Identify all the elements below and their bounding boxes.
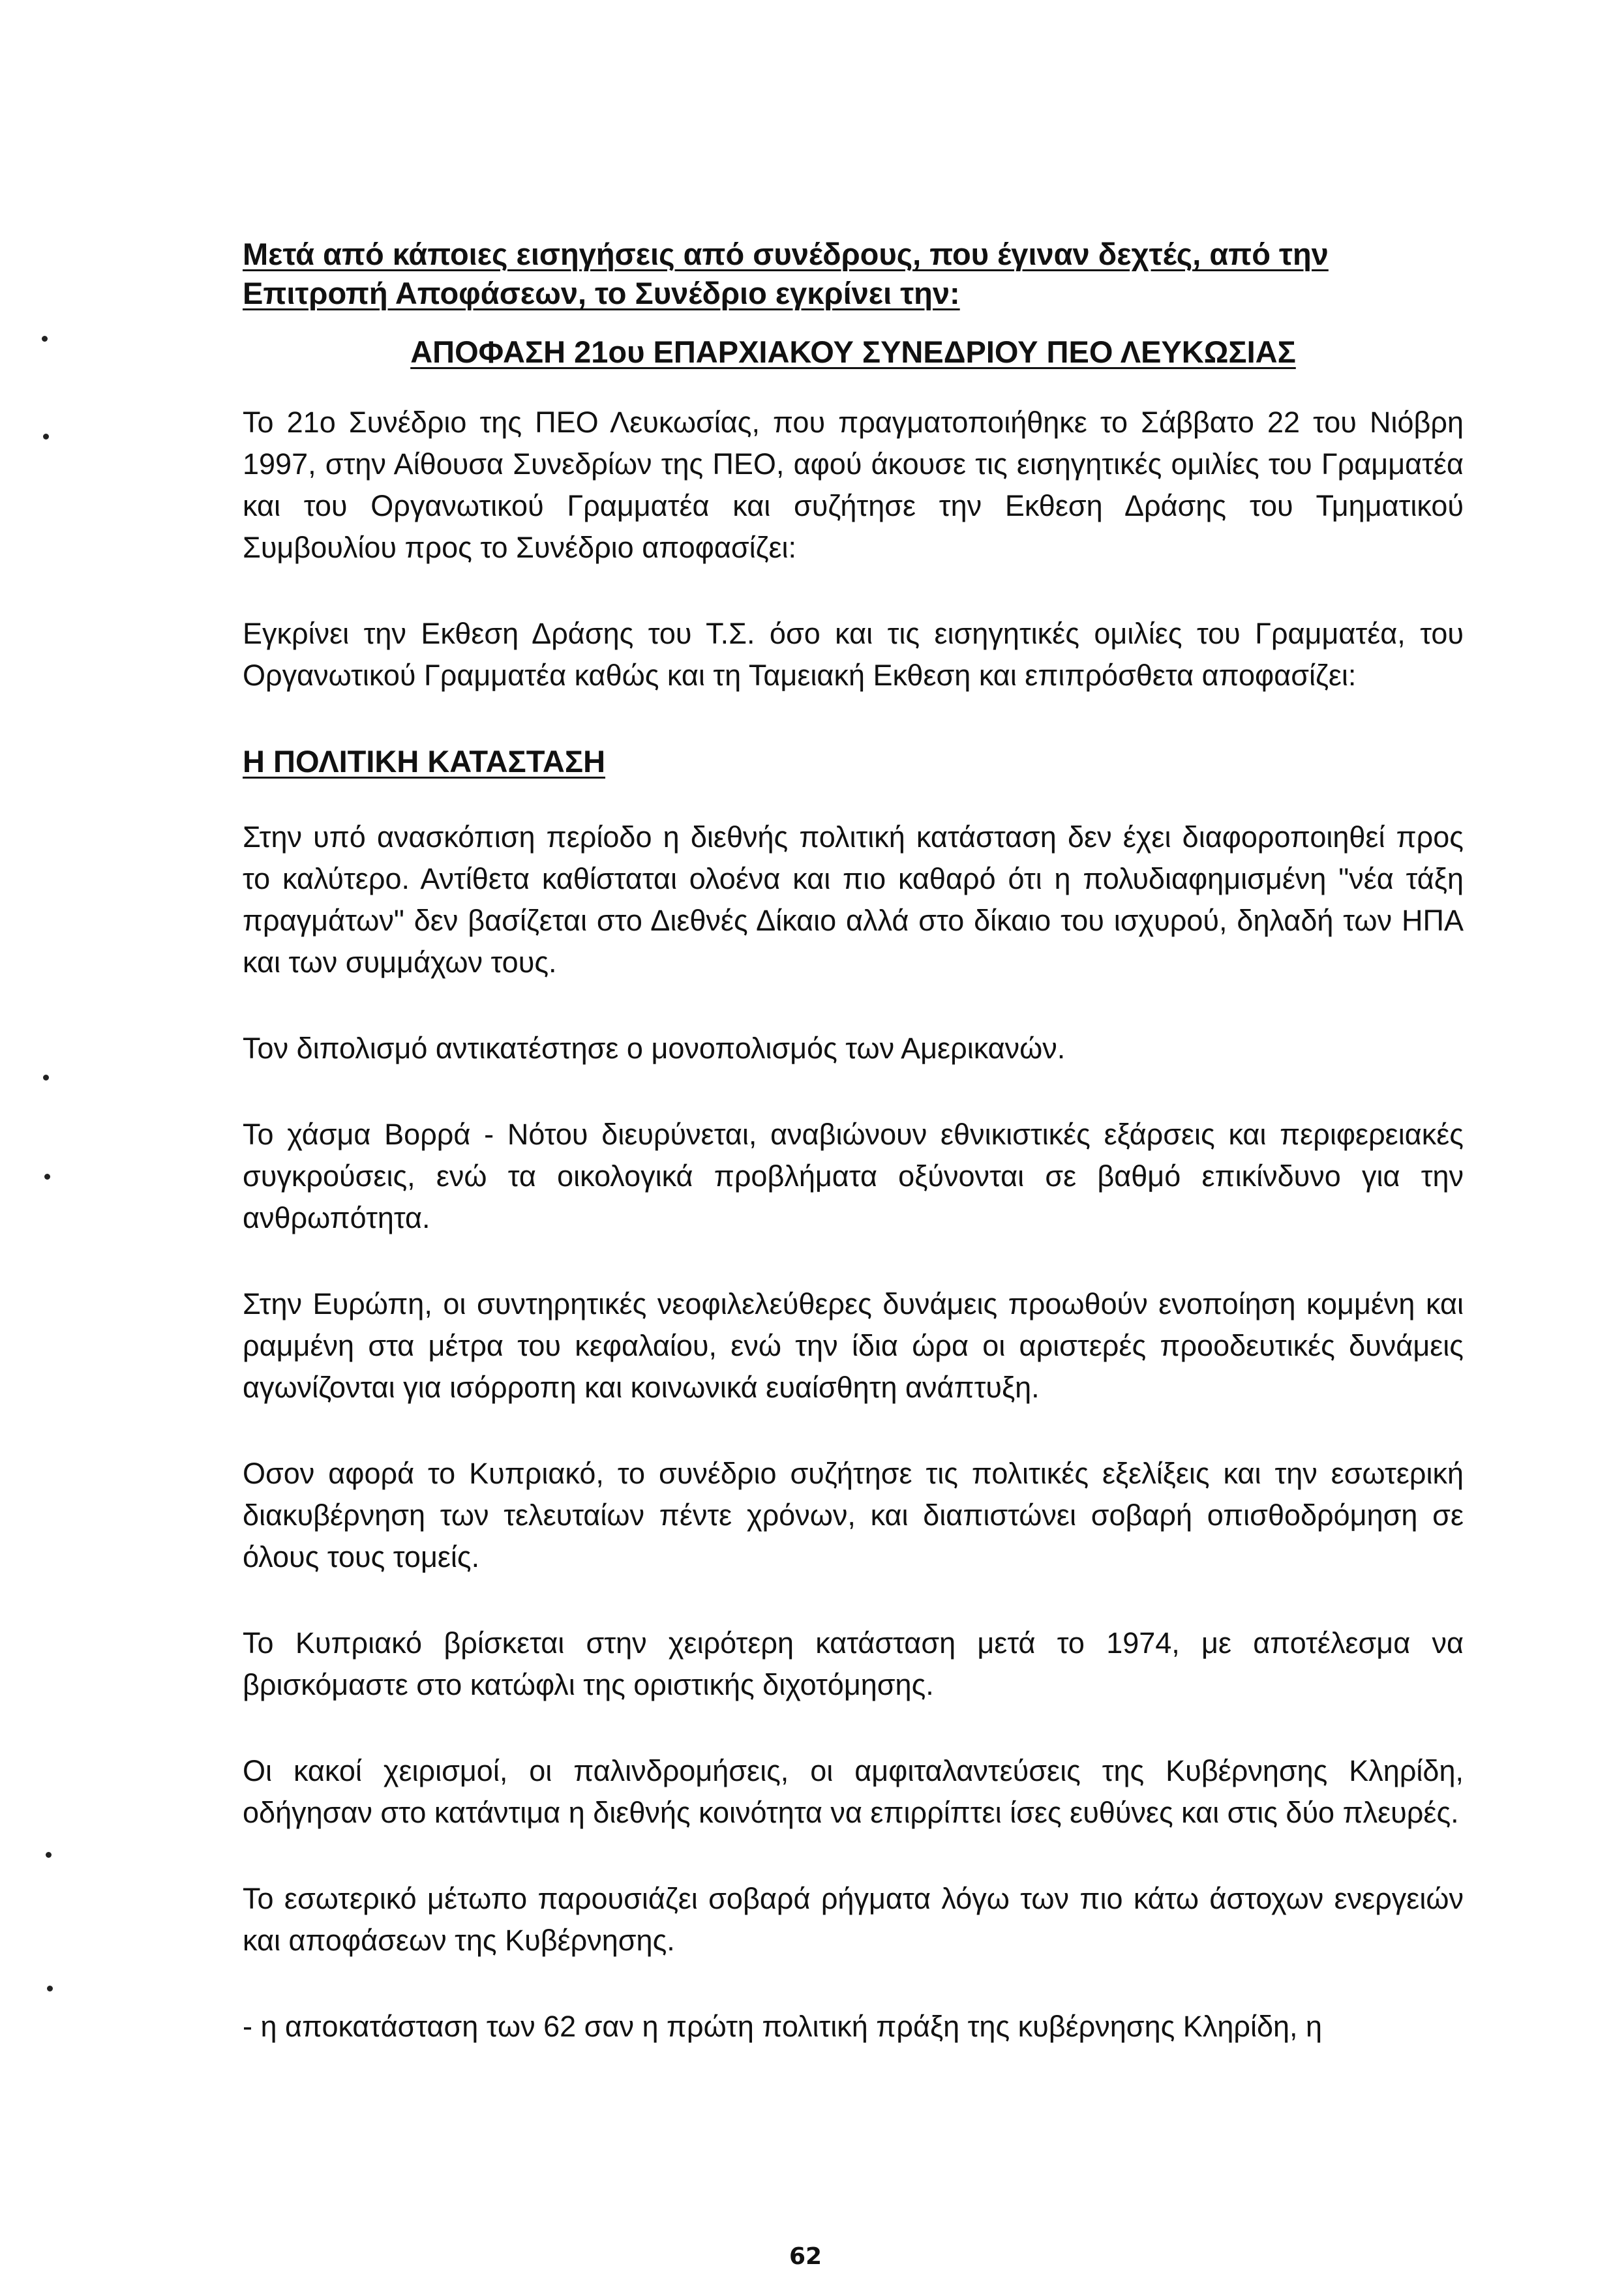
- paragraph: Τον διπολισμό αντικατέστησε ο μονοπολισμός των Αμερικανών.: [243, 1032, 1066, 1065]
- paragraph: Το εσωτερικό μέτωπο παρουσιάζει σοβαρά ρήγματα λόγω των πιο κάτω άστοχων ενεργειών και αποφάσεων της Κυβέρνησης.: [243, 1882, 1464, 1957]
- scan-mark: [44, 1174, 50, 1180]
- intro-text: Μετά από κάποιες εισηγήσεις από συνέδρους, που έγιναν δεχτές, από την Επιτροπή Αποφάσεων, το Συνέδριο εγκρίνει την:: [243, 237, 1329, 310]
- scan-mark: [43, 434, 49, 440]
- resolution-title: ΑΠΟΦΑΣΗ 21ου ΕΠΑΡΧΙΑΚΟΥ ΣΥΝΕΔΡΙΟΥ ΠΕΟ ΛΕΥΚΩΣΙΑΣ: [410, 335, 1296, 369]
- page-number: 62: [789, 2243, 822, 2270]
- paragraph: Εγκρίνει την Εκθεση Δράσης του Τ.Σ. όσο και τις εισηγητικές ομιλίες του Γραμματέα, του Οργανωτικού Γραμματέα καθώς και τη Ταμειακή Εκθεση και επιπρόσθετα αποφασίζει:: [243, 617, 1464, 692]
- paragraph: Στην υπό ανασκόπιση περίοδο η διεθνής πολιτική κατάσταση δεν έχει διαφοροποιηθεί προς το καλύτερο. Αντίθετα καθίσταται ολοένα και πιο καθαρό ότι η πολυδιαφημισμένη "νέα τάξη πραγμάτων" δεν βασίζεται στο Διεθνές Δίκαιο αλλά στο δίκαιο του ισχυρού, δηλαδή των ΗΠΑ και των συμμάχων τους.: [243, 820, 1464, 979]
- paragraph: Το Κυπριακό βρίσκεται στην χειρότερη κατάσταση μετά το 1974, με αποτέλεσμα να βρισκόμαστε στο κατώφλι της οριστικής διχοτόμησης.: [243, 1626, 1464, 1701]
- scan-mark: [42, 336, 48, 342]
- scan-mark: [46, 1852, 52, 1858]
- section-heading: Η ΠΟΛΙΤΙΚΗ ΚΑΤΑΣΤΑΣΗ: [243, 744, 606, 779]
- paragraph: Οσον αφορά το Κυπριακό, το συνέδριο συζήτησε τις πολιτικές εξελίξεις και την εσωτερική διακυβέρνηση των τελευταίων πέντε χρόνων, και διαπιστώνει σοβαρή οπισθοδρόμηση σε όλους τους τομείς.: [243, 1457, 1464, 1573]
- scan-mark: [47, 1986, 53, 1991]
- paragraph: Οι κακοί χειρισμοί, οι παλινδρομήσεις, οι αμφιταλαντεύσεις της Κυβέρνησης Κληρίδη, οδήγησαν στο κατάντιμα η διεθνής κοινότητα να επιρρίπτει ίσες ευθύνες και στις δύο πλευρές.: [243, 1754, 1464, 1829]
- scan-mark: [43, 1075, 49, 1081]
- paragraph: Το 21ο Συνέδριο της ΠΕΟ Λευκωσίας, που πραγματοποιήθηκε το Σάββατο 22 του Νιόβρη 1997, στην Αίθουσα Συνεδρίων της ΠΕΟ, αφού άκουσε τις εισηγητικές ομιλίες του Γραμματέα και του Οργανωτικού Γραμματέα και συζήτησε την Εκθεση Δράσης του Τμηματικού Συμβουλίου προς το Συνέδριο αποφασίζει:: [243, 406, 1464, 564]
- document-body: [243, 235, 1464, 2092]
- paragraph: - η αποκατάσταση των 62 σαν η πρώτη πολιτική πράξη της κυβέρνησης Κληρίδη, η: [243, 2010, 1323, 2043]
- paragraph: Στην Ευρώπη, οι συντηρητικές νεοφιλελεύθερες δυνάμεις προωθούν ενοποίηση κομμένη και ραμμένη στα μέτρα του κεφαλαίου, ενώ την ίδια ώρα οι αριστερές προοδευτικές δυνάμεις αγωνίζονται για ισόρροπη και κοινωνικά ευαίσθητη ανάπτυξη.: [243, 1287, 1464, 1404]
- paragraph: Το χάσμα Βορρά - Νότου διευρύνεται, αναβιώνουν εθνικιστικές εξάρσεις και περιφερειακές συγκρούσεις, ενώ τα οικολογικά προβλήματα οξύνονται σε βαθμό επικίνδυνο για την ανθρωπότητα.: [243, 1118, 1464, 1234]
